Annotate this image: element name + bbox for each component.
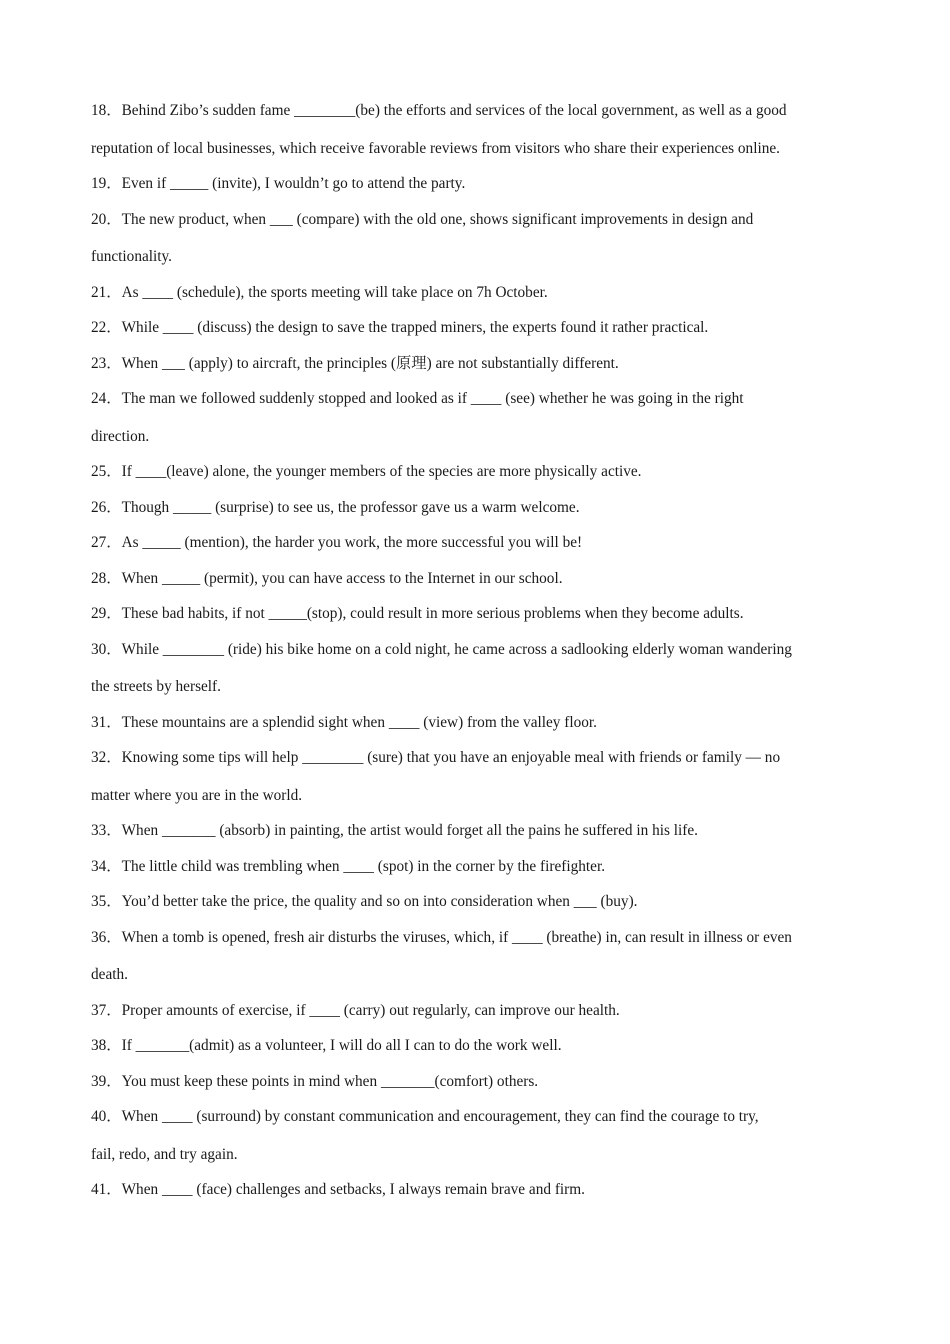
question-number: 32．	[91, 749, 122, 766]
question-text: These mountains are a splendid sight when ____ (view) from the valley floor.	[121, 713, 597, 731]
question-line	[91, 564, 866, 600]
question-text: You’d better take the price, the quality and so on into consideration when ___ (buy).	[121, 893, 638, 910]
question-continuation-line	[91, 422, 866, 458]
question-text: Proper amounts of exercise, if ____ (carry) out regularly, can improve our health.	[121, 1001, 620, 1019]
question-line	[91, 169, 866, 205]
question-line	[91, 743, 866, 781]
question-continuation-line	[91, 672, 866, 708]
question-number: 41．	[91, 1181, 122, 1198]
question-number: 21．	[91, 283, 122, 301]
question-number: 29．	[91, 605, 122, 622]
question-text: When ____ (surround) by constant communication and encouragement, they can find the courage to try,	[121, 1108, 759, 1125]
question-text: When ___ (apply) to aircraft, the principles (原理) are not substantially different.	[121, 354, 619, 372]
question-text: As ____ (schedule), the sports meeting will take place on 7h October.	[121, 283, 548, 301]
question-text: When _____ (permit), you can have access to the Internet in our school.	[121, 569, 563, 587]
question-number: 20．	[91, 210, 122, 228]
question-item	[91, 887, 866, 923]
question-line	[91, 493, 866, 529]
question-continuation-line	[91, 781, 866, 817]
question-item	[91, 923, 866, 996]
question-text: Knowing some tips will help ________ (sure) that you have an enjoyable meal with friends or family — no	[121, 749, 781, 766]
question-item	[91, 743, 866, 816]
question-text: Even if _____ (invite), I wouldn’t go to attend the party.	[121, 175, 466, 192]
question-line	[91, 457, 866, 493]
question-text: The new product, when ___ (compare) with the old one, shows significant improvements in design and	[121, 210, 754, 228]
question-text: the streets by herself.	[91, 678, 221, 695]
question-number: 27．	[91, 534, 122, 551]
question-text: While ____ (discuss) the design to save the trapped miners, the experts found it rather practical.	[121, 319, 709, 336]
question-number: 39．	[91, 1072, 122, 1090]
question-item	[91, 457, 866, 493]
question-text: As _____ (mention), the harder you work, the more successful you will be!	[121, 534, 583, 551]
question-line	[91, 313, 866, 349]
question-line	[91, 599, 866, 635]
question-line	[91, 852, 866, 888]
question-number: 23．	[91, 354, 122, 372]
question-line	[91, 1102, 866, 1140]
question-item	[91, 349, 866, 385]
worksheet-page	[91, 96, 866, 1211]
question-number: 34．	[91, 857, 122, 875]
question-number: 40．	[91, 1108, 122, 1125]
question-item	[91, 1175, 866, 1211]
question-item	[91, 278, 866, 314]
question-line	[91, 1031, 866, 1067]
question-item	[91, 996, 866, 1032]
question-line	[91, 1175, 866, 1211]
question-text: matter where you are in the world.	[91, 786, 303, 804]
question-text: If _______(admit) as a volunteer, I will do all I can to do the work well.	[121, 1037, 562, 1054]
question-item	[91, 1031, 866, 1067]
question-item	[91, 852, 866, 888]
question-number: 35．	[91, 893, 122, 910]
question-line	[91, 635, 866, 673]
question-number: 28．	[91, 569, 122, 587]
question-line	[91, 96, 866, 134]
question-item	[91, 599, 866, 635]
question-line	[91, 1067, 866, 1103]
question-item	[91, 384, 866, 457]
question-line	[91, 278, 866, 314]
question-item	[91, 1102, 866, 1175]
question-line	[91, 384, 866, 422]
question-line	[91, 816, 866, 852]
question-item	[91, 708, 866, 744]
question-number: 18．	[91, 102, 122, 119]
question-item	[91, 635, 866, 708]
question-line	[91, 349, 866, 385]
question-number: 37．	[91, 1001, 122, 1019]
question-item	[91, 96, 866, 169]
question-number: 36．	[91, 928, 122, 946]
question-text: functionality.	[91, 248, 172, 265]
question-line	[91, 887, 866, 923]
question-item	[91, 313, 866, 349]
question-continuation-line	[91, 960, 866, 996]
question-text: When a tomb is opened, fresh air disturbs the viruses, which, if ____ (breathe) in, can result in illness or even	[121, 928, 792, 946]
question-text: If ____(leave) alone, the younger members of the species are more physically active.	[121, 463, 642, 480]
question-item	[91, 493, 866, 529]
question-text: reputation of local businesses, which receive favorable reviews from visitors who share their experiences online.	[91, 139, 780, 157]
question-text: Behind Zibo’s sudden fame ________(be) the efforts and services of the local government, as well as a good	[121, 102, 787, 119]
question-number: 25．	[91, 463, 122, 480]
question-number: 24．	[91, 390, 122, 407]
question-item	[91, 816, 866, 852]
question-item	[91, 1067, 866, 1103]
question-text: The man we followed suddenly stopped and looked as if ____ (see) whether he was going in the right	[121, 390, 744, 407]
question-line	[91, 528, 866, 564]
question-number: 38．	[91, 1037, 122, 1054]
question-number: 22．	[91, 319, 122, 336]
question-text: You must keep these points in mind when _______(comfort) others.	[121, 1072, 539, 1090]
question-number: 30．	[91, 640, 122, 658]
question-text: fail, redo, and try again.	[91, 1145, 238, 1163]
question-text: direction.	[91, 427, 150, 445]
question-line	[91, 996, 866, 1032]
question-item	[91, 205, 866, 278]
question-number: 31．	[91, 713, 122, 731]
question-text: Though _____ (surprise) to see us, the professor gave us a warm welcome.	[121, 498, 580, 516]
question-text: When _______ (absorb) in painting, the artist would forget all the pains he suffered in his life.	[121, 822, 698, 839]
question-number: 33．	[91, 822, 122, 839]
question-line	[91, 923, 866, 961]
question-text: When ____ (face) challenges and setbacks, I always remain brave and firm.	[121, 1181, 585, 1198]
question-text: death.	[91, 966, 128, 983]
question-continuation-line	[91, 134, 866, 170]
question-continuation-line	[91, 242, 866, 278]
question-item	[91, 528, 866, 564]
question-line	[91, 205, 866, 243]
question-item	[91, 564, 866, 600]
question-line	[91, 708, 866, 744]
question-text: While ________ (ride) his bike home on a cold night, he came across a sadlooking elderly woman wandering	[121, 640, 792, 658]
question-text: The little child was trembling when ____ (spot) in the corner by the firefighter.	[121, 857, 606, 875]
question-number: 19．	[91, 175, 122, 192]
question-text: These bad habits, if not _____(stop), could result in more serious problems when they become adults.	[121, 605, 744, 622]
question-number: 26．	[91, 498, 122, 516]
question-item	[91, 169, 866, 205]
question-continuation-line	[91, 1140, 866, 1176]
